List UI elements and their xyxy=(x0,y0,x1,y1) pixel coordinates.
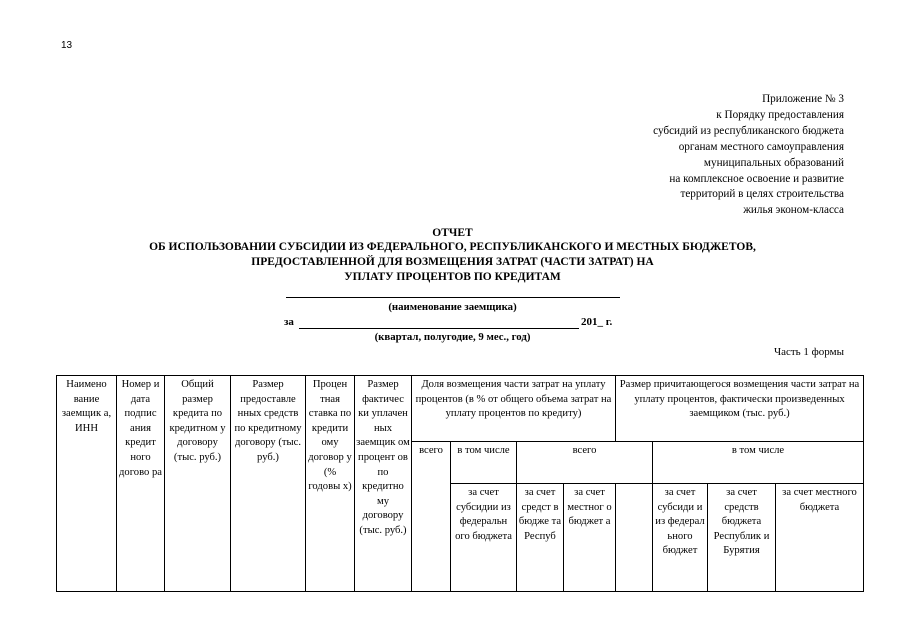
appendix-line: органам местного самоуправления xyxy=(678,140,844,153)
col-contract: Номер и дата подпис ания кредит ного догово ра xyxy=(117,376,165,592)
borrower-name-line xyxy=(286,297,620,298)
period-suffix: 201_ г. xyxy=(581,316,613,328)
period-line xyxy=(299,328,579,329)
col-empty xyxy=(616,484,653,592)
appendix-line: жилья эконом-класса xyxy=(743,204,844,217)
col-rep-budget-2: за счет средств бюджета Республик и Бурятия xyxy=(708,484,776,592)
col-group-amount: Размер причитающегося возмещения части затрат на уплату процентов, фактически произведенных заемщиком (тыс. руб.) xyxy=(616,376,864,442)
period-caption: (квартал, полугодие, 9 мес., год) xyxy=(374,331,531,343)
col-rep-budget: за счет средст в бюдже та Респуб xyxy=(517,484,564,592)
appendix-line: к Порядку предоставления xyxy=(716,108,844,121)
report-table xyxy=(56,375,864,592)
col-share-including: в том числе xyxy=(451,442,517,484)
col-local-budget-2: за счет местного бюджета xyxy=(776,484,864,592)
col-share-total: всего xyxy=(412,442,451,592)
col-amount-including: в том числе xyxy=(653,442,864,484)
borrower-caption: (наименование заемщика) xyxy=(388,301,517,313)
col-borrower: Наимено вание заемщик а, ИНН xyxy=(57,376,117,592)
col-paid-interest: Размер фактичес ки уплачен ных заемщик ом процент ов по кредитно му договору (тыс. руб.) xyxy=(355,376,412,592)
report-subtitle-line: ОБ ИСПОЛЬЗОВАНИИ СУБСИДИИ ИЗ ФЕДЕРАЛЬНОГО, РЕСПУБЛИКАНСКОГО И МЕСТНЫХ БЮДЖЕТОВ, xyxy=(149,241,756,253)
page-number: 13 xyxy=(61,40,73,51)
appendix-line: на комплексное освоение и развитие xyxy=(669,172,844,185)
form-part-label: Часть 1 формы xyxy=(773,346,844,358)
appendix-line: муниципальных образований xyxy=(703,156,844,169)
col-group-share: Доля возмещения части затрат на уплату процентов (в % от общего объема затрат на уплату процентов по кредиту) xyxy=(412,376,616,442)
report-subtitle-line: ПРЕДОСТАВЛЕННОЙ ДЛЯ ВОЗМЕЩЕНИЯ ЗАТРАТ (ЧАСТИ ЗАТРАТ) НА xyxy=(251,256,654,268)
appendix-block xyxy=(524,92,844,219)
appendix-line: территорий в целях строительства xyxy=(680,188,844,201)
col-local-budget: за счет местног о бюджет а xyxy=(564,484,616,592)
appendix-line: Приложение № 3 xyxy=(762,93,844,105)
col-fed-subsidy-2: за счет субсиди и из федерал ьного бюджет xyxy=(653,484,708,592)
report-title: ОТЧЕТ xyxy=(432,227,473,239)
appendix-line: субсидий из республиканского бюджета xyxy=(653,124,844,137)
col-amount-total: всего xyxy=(517,442,653,484)
col-credit-size: Общий размер кредита по кредитном у договору (тыс. руб.) xyxy=(165,376,231,592)
period-prefix: за xyxy=(284,316,294,328)
report-subtitle-line: УПЛАТУ ПРОЦЕНТОВ ПО КРЕДИТАМ xyxy=(344,271,561,283)
col-fed-subsidy: за счет субсидии из федеральн ого бюджета xyxy=(451,484,517,592)
col-interest-rate: Процен тная ставка по кредити ому договор у (% годовы х) xyxy=(306,376,355,592)
col-provided-funds: Размер предоставле нных средств по кредитному договору (тыс. руб.) xyxy=(231,376,306,592)
